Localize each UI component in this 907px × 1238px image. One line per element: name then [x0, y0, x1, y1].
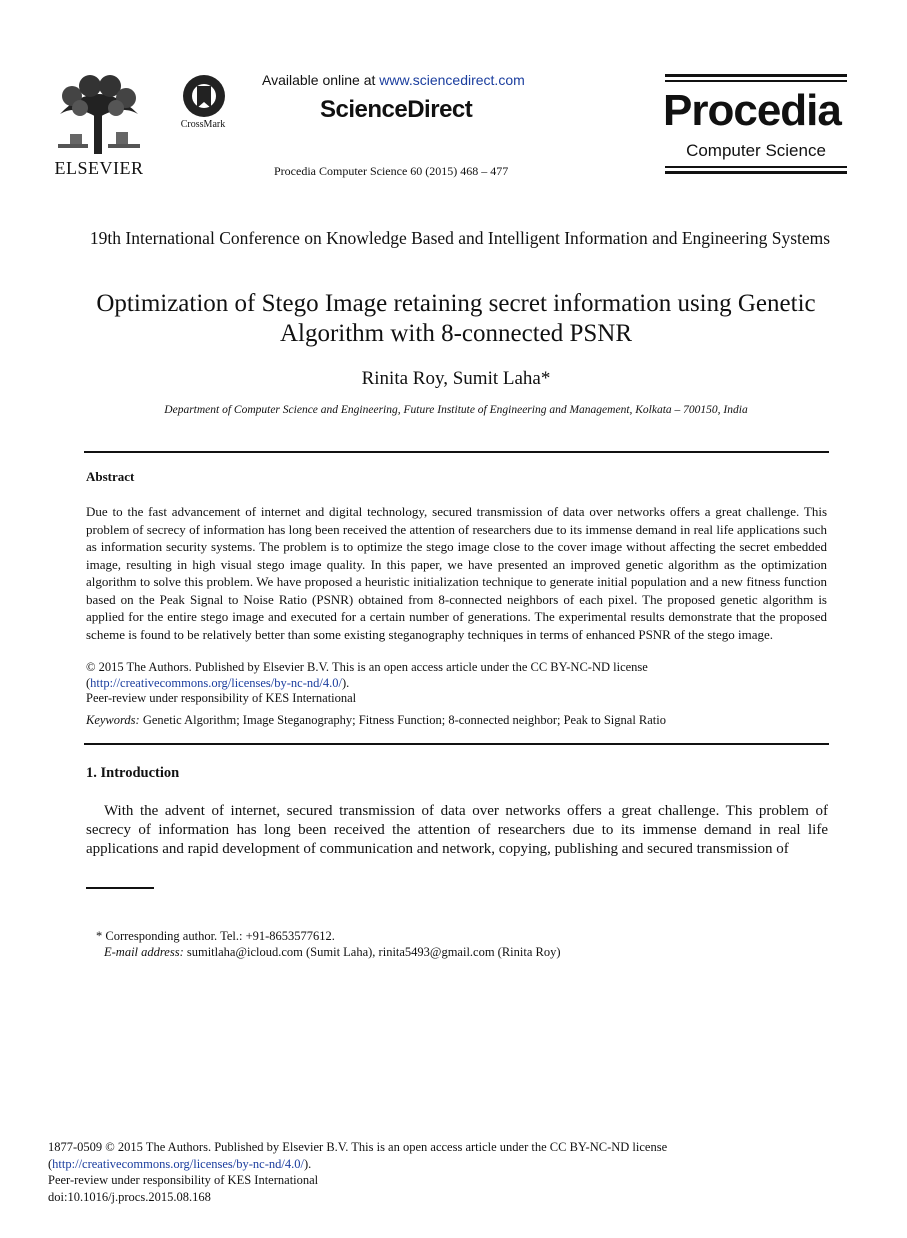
procedia-rule — [665, 171, 847, 174]
keywords — [86, 713, 827, 728]
sciencedirect-brand: ScienceDirect — [320, 96, 473, 123]
procedia-subtitle: Computer Science — [686, 141, 826, 160]
introduction-heading: 1. Introduction — [86, 765, 180, 781]
copyright-line: © 2015 The Authors. Published by Elsevier B.V. This is an open access article under the CC BY-NC-ND license — [86, 660, 648, 674]
journal-reference: Procedia Computer Science 60 (2015) 468 – 477 — [274, 164, 509, 178]
paper-title: Optimization of Stego Image retaining secret information using Genetic Algorithm with 8-connected PSNR — [96, 290, 816, 347]
email-line — [96, 944, 816, 960]
footer-issn-line: 1877-0509 © 2015 The Authors. Published by Elsevier B.V. This is an open access article under the CC BY-NC-ND license — [48, 1140, 668, 1154]
footer-license-close: ). — [303, 1156, 312, 1171]
footer-license-line — [48, 1156, 848, 1173]
abstract-text: Due to the fast advancement of internet and digital technology, secured transmission of data over networks offers a great challenge. This problem of secrecy of information has long been received the attention of researchers due to its immense demand in real life applications such as information security systems. The problem is to optimize the stego image close to the cover image without affecting the secret embedded image, resulting in high visual stego image quality. In this paper, we have presented an improved genetic algorithm as the optimization algorithm to solve this problem. We have proposed a heuristic initialization technique to generate initial population and a new fitness function based on the Peak Signal to Noise Ratio (PSNR) obtained from 8-connected neighbors of each pixel. The proposed genetic algorithm is applied for the entire stego image and executed for a certain number of generations. The experimental results demonstrate that the proposed scheme is found to be relatively better than some existing steganography techniques in terms of enhanced PSNR of the stego image. — [86, 504, 827, 642]
page-footer — [48, 1139, 848, 1205]
conference-name: 19th International Conference on Knowledge Based and Intelligent Information and Engineering Systems — [89, 228, 831, 248]
procedia-rule — [665, 166, 847, 168]
paper-authors: Rinita Roy, Sumit Laha* — [361, 368, 551, 389]
copyright-block — [86, 660, 827, 707]
license-link[interactable]: http://creativecommons.org/licenses/by-nc-nd/4.0/ — [90, 675, 342, 690]
procedia-rule — [665, 80, 847, 82]
abstract-heading: Abstract — [86, 469, 135, 484]
section-divider — [84, 743, 829, 745]
corresponding-author: * Corresponding author. Tel.: +91-8653577612. — [96, 929, 335, 943]
keywords-label: Keywords: — [86, 713, 140, 727]
license-line — [86, 676, 827, 692]
procedia-title: Procedia — [663, 86, 841, 135]
sciencedirect-link[interactable]: www.sciencedirect.com — [379, 72, 525, 88]
footnote-divider — [86, 887, 154, 889]
email-label: E-mail address: — [104, 945, 184, 959]
author-affiliation: Department of Computer Science and Engineering, Future Institute of Engineering and Management, Kolkata – 700150, India — [164, 404, 748, 416]
footer-doi: doi:10.1016/j.procs.2015.08.168 — [48, 1189, 211, 1204]
footer-license-open: ( — [48, 1156, 53, 1171]
crossmark-label: CrossMark — [180, 119, 226, 130]
section-divider — [84, 451, 829, 453]
available-online — [262, 72, 525, 88]
footer-peer-review: Peer-review under responsibility of KES International — [48, 1173, 319, 1187]
procedia-rule — [665, 74, 847, 77]
license-open: ( — [86, 675, 91, 690]
email-addresses: sumitlaha@icloud.com (Sumit Laha), rinita5493@gmail.com (Rinita Roy) — [183, 945, 561, 959]
keywords-list: Genetic Algorithm; Image Steganography; Fitness Function; 8-connected neighbor; Peak to Signal Ratio — [139, 713, 666, 727]
footer-license-link[interactable]: http://creativecommons.org/licenses/by-nc-nd/4.0/ — [52, 1156, 304, 1171]
publisher-name: ELSEVIER — [54, 158, 144, 178]
introduction-text: With the advent of internet, secured transmission of data over networks offers a great challenge. This problem of secrecy of information has long been received the attention of researchers due to its immense demand in real life applications and rapid development of communication and network, copying, publishing and secured transmission of — [86, 803, 828, 857]
peer-review-line: Peer-review under responsibility of KES International — [86, 691, 357, 706]
available-prefix: Available online at — [262, 72, 380, 88]
license-close: ). — [341, 675, 350, 690]
footnote — [96, 928, 816, 960]
